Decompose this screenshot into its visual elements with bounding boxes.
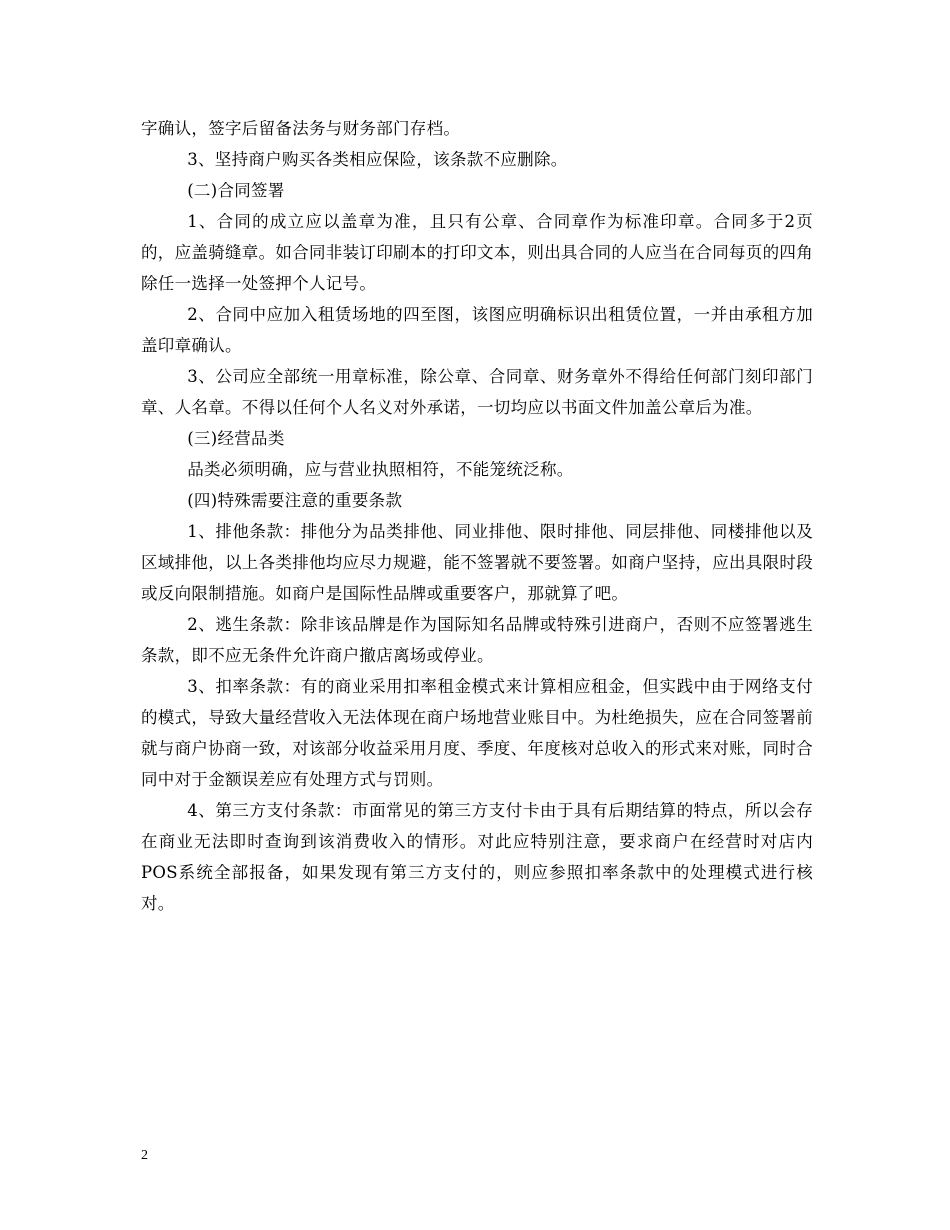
paragraph-category-rule: 品类必须明确，应与营业执照相符，不能笼统泛称。 [187,460,574,479]
section-heading-business-category: (三)经营品类 [187,429,285,448]
paragraph-insurance-clause: 3、坚持商户购买各类相应保险，该条款不应删除。 [187,150,568,169]
section-heading-important-clauses: (四)特殊需要注意的重要条款 [187,491,403,510]
paragraph-seal-rule: 1、合同的成立应以盖章为准，且只有公章、合同章作为标准印章。合同多于2页的，应盖骑缝章。如合同非装订印刷本的打印文本，则出具合同的人应当在合同每页的四角除任一选择一处签押个人记号。 [141,212,813,293]
paragraph-third-party-payment-clause: 4、第三方支付条款：市面常见的第三方支付卡由于具有后期结算的特点，所以会存在商业无法即时查询到该消费收入的情形。对此应特别注意，要求商户在经营时对店内POS系统全部报备，如果发现有第三方支付的，则应参照扣率条款中的处理模式进行核对。 [141,801,813,913]
paragraph-deduction-rate-clause: 3、扣率条款：有的商业采用扣率租金模式来计算相应租金，但实践中由于网络支付的模式，导致大量经营收入无法体现在商户场地营业账目中。为杜绝损失，应在合同签署前就与商户协商一致，对该部分收益采用月度、季度、年度核对总收入的形式来对账，同时合同中对于金额误差应有处理方式与罚则。 [141,677,813,789]
paragraph-site-map: 2、合同中应加入租赁场地的四至图，该图应明确标识出租赁位置，一并由承租方加盖印章确认。 [141,305,813,355]
section-heading-contract-signing: (二)合同签署 [187,181,285,200]
paragraph-escape-clause: 2、逃生条款：除非该品牌是作为国际知名品牌或特殊引进商户，否则不应签署逃生条款，即不应无条件允许商户撤店离场或停业。 [141,615,813,665]
paragraph-exclusivity-clause: 1、排他条款：排他分为品类排他、同业排他、限时排他、同层排他、同楼排他以及区域排他，以上各类排他均应尽力规避，能不签署就不要签署。如商户坚持，应出具限时段或反向限制措施。如商户是国际性品牌或重要客户，那就算了吧。 [141,522,813,603]
paragraph-seal-standard: 3、公司应全部统一用章标准，除公章、合同章、财务章外不得给任何部门刻印部门章、人名章。不得以任何个人名义对外承诺，一切均应以书面文件加盖公章后为准。 [141,367,813,417]
paragraph-continuation: 字确认，签字后留备法务与财务部门存档。 [141,119,461,138]
document-body [141,113,813,919]
page-number: 2 [141,1148,148,1163]
